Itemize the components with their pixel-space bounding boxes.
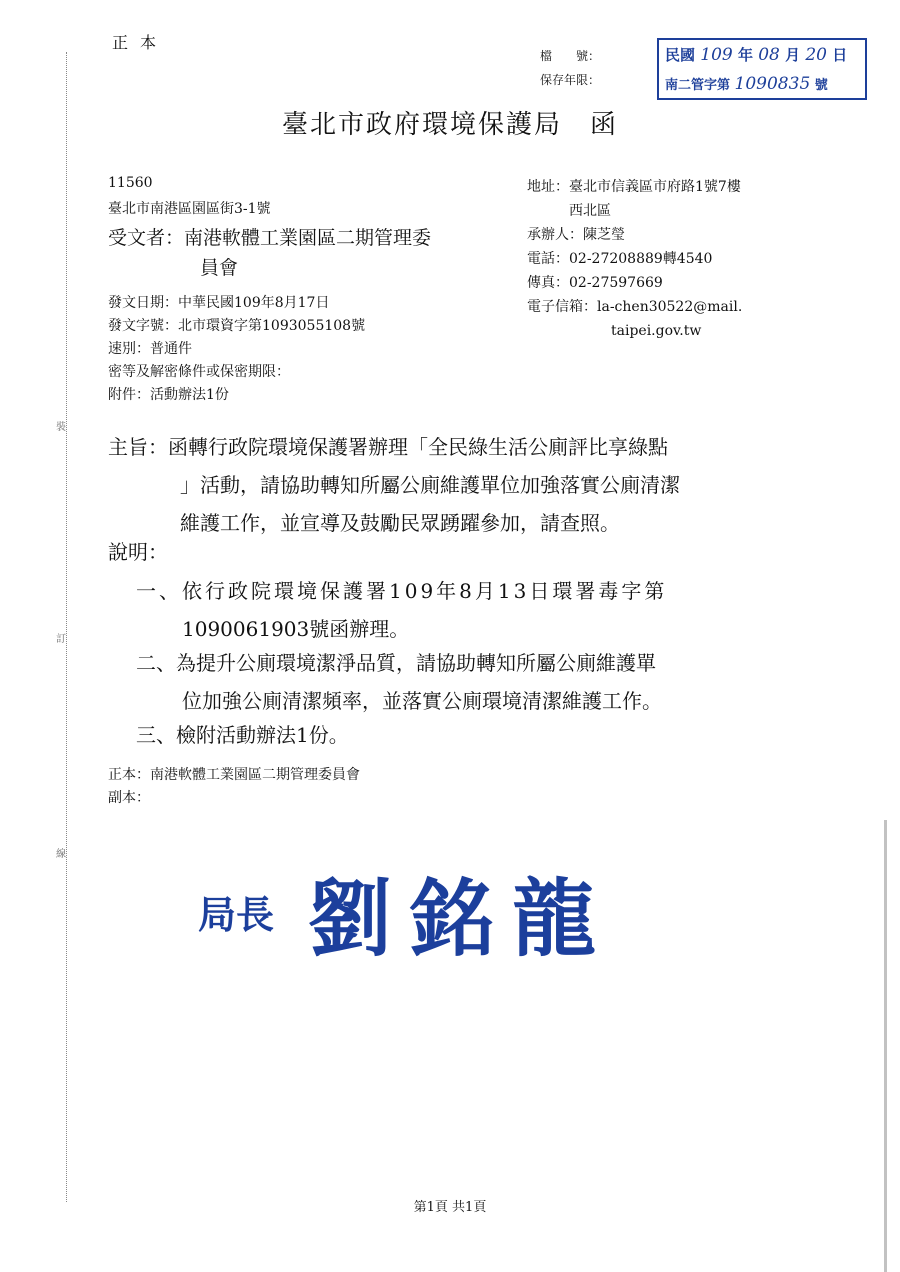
stamp-month-label: 月	[785, 46, 801, 64]
stamp-day: 20	[805, 45, 827, 65]
stamp-number-suffix: 號	[814, 78, 828, 93]
stamp-number: 1090835	[734, 74, 811, 94]
attachment: 附件：活動辦法1份	[108, 387, 229, 403]
explanation-label: 說明：	[108, 540, 168, 564]
item-2-line-1: 二、為提升公廁環境潔淨品質，請協助轉知所屬公廁維護單	[136, 651, 656, 675]
item-3-line-1: 三、檢附活動辦法1份。	[136, 723, 349, 747]
binding-char-zhuang: 裝	[56, 422, 66, 433]
item-2-line-2: 位加強公廁清潔頻率，並落實公廁環境清潔維護工作。	[182, 689, 662, 713]
recipient-line-1: 受文者：南港軟體工業園區二期管理委	[108, 227, 432, 249]
retention-label: 保存年限：	[540, 73, 601, 87]
stamp-word-label: 南二管字第	[665, 78, 731, 93]
scan-edge	[884, 820, 887, 1272]
stamp-era: 民國	[665, 46, 696, 64]
binding-char-xian: 線	[56, 849, 66, 860]
binding-char-ding: 訂	[56, 634, 66, 645]
item-1-line-2: 1090061903號函辦理。	[182, 617, 410, 641]
main-recipient: 正本：南港軟體工業園區二期管理委員會	[108, 767, 360, 783]
sender-email-line-2: taipei.gov.tw	[611, 323, 702, 339]
stamp-year: 109	[700, 45, 733, 65]
sender-handler: 承辦人：陳芝瑩	[527, 227, 625, 243]
issue-number: 發文字號：北市環資字第1093055108號	[108, 318, 366, 334]
sender-address-line-1: 地址：臺北市信義區市府路1號7樓	[527, 179, 741, 195]
recipient-address: 臺北市南港區園區街3-1號	[108, 201, 271, 217]
recipient-line-2: 員會	[200, 257, 239, 279]
confidentiality: 密等及解密條件或保密期限：	[108, 364, 290, 380]
sender-email-line-1: 電子信箱：la-chen30522@mail.	[527, 299, 743, 315]
subject-line-2: 」活動，請協助轉知所屬公廁維護單位加強落實公廁清潔	[180, 473, 680, 497]
document-title: 臺北市政府環境保護局 函	[281, 110, 618, 140]
issue-date: 發文日期：中華民國109年8月17日	[108, 295, 330, 311]
page-number: 第1頁 共1頁	[413, 1200, 487, 1215]
sender-fax: 傳真：02-27597669	[527, 275, 663, 291]
seal-name: 劉銘龍	[308, 869, 615, 968]
subject-line-3: 維護工作，並宣導及鼓勵民眾踴躍參加，請查照。	[180, 511, 620, 535]
postal-code: 11560	[108, 175, 153, 191]
stamp-year-label: 年	[737, 46, 753, 64]
copy-recipient: 副本：	[108, 790, 150, 806]
file-number-label: 檔 號：	[540, 49, 601, 63]
copy-mark: 正本	[112, 33, 169, 52]
item-1-line-1: 一、依行政院環境保護署109年8月13日環署毒字第	[136, 579, 668, 603]
seal-title: 局長	[198, 893, 275, 937]
sender-phone: 電話：02-27208889轉4540	[527, 251, 713, 267]
speed-class: 速別：普通件	[108, 341, 192, 357]
stamp-month: 08	[758, 45, 780, 65]
sender-address-line-2: 西北區	[569, 203, 611, 219]
subject-line-1: 主旨：函轉行政院環境保護署辦理「全民綠生活公廁評比享綠點	[108, 435, 668, 459]
stamp-day-label: 日	[832, 46, 848, 64]
